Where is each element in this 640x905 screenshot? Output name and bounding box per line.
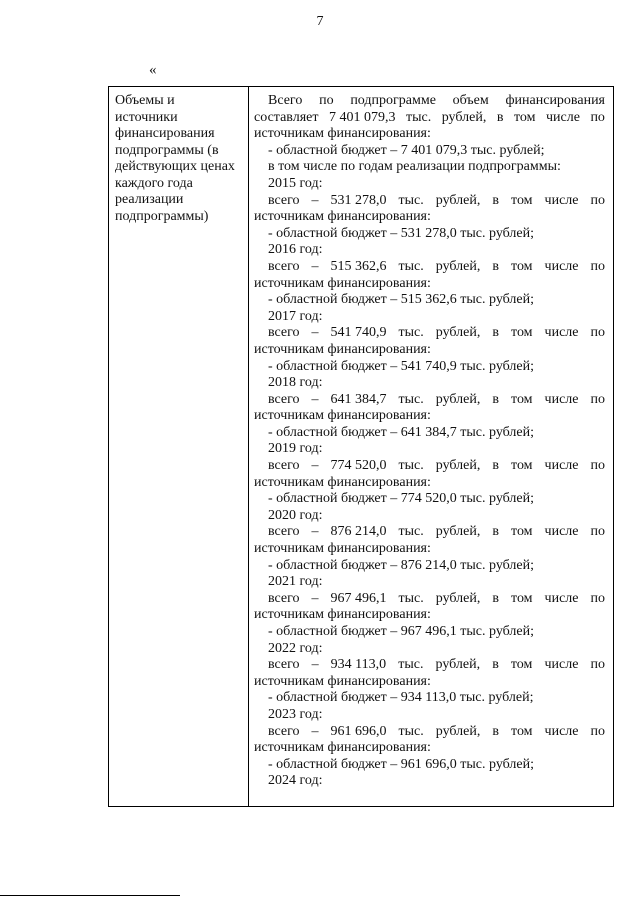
left-cell-line: финансирования [115, 126, 215, 141]
year-total-line [254, 193, 605, 210]
word: том [513, 109, 536, 125]
year-total-line [254, 524, 605, 541]
word: числе [544, 258, 579, 274]
word: том [510, 657, 533, 673]
word: всего [268, 458, 300, 474]
word: в [496, 109, 504, 125]
year-total-line [254, 657, 605, 674]
word: тыс. [398, 458, 424, 474]
word: в [492, 325, 500, 341]
word: числе [544, 391, 579, 407]
year-sources-label: источникам финансирования: [254, 275, 431, 291]
year-heading: 2022 год: [268, 640, 323, 656]
financing-table [108, 86, 614, 807]
word: в [492, 723, 500, 739]
year-regional-budget: - областной бюджет – 934 113,0 тыс. рублей; [268, 690, 534, 706]
year-regional-budget: - областной бюджет – 967 496,1 тыс. рублей; [268, 624, 534, 639]
right-cell [249, 87, 613, 806]
word: 961 696,0 [330, 723, 387, 739]
year-heading: 2019 год: [268, 441, 323, 457]
word: числе [544, 590, 579, 606]
word: том [511, 325, 533, 341]
word: рублей, [435, 325, 481, 341]
word: составляет [254, 109, 319, 125]
word: том [511, 391, 533, 407]
year-heading: 2018 год: [268, 375, 323, 391]
word: том [511, 590, 533, 606]
word: рублей, [435, 192, 481, 208]
word: – [311, 723, 319, 739]
word: всего [268, 258, 300, 274]
year-regional-budget: - областной бюджет – 515 362,6 тыс. рублей; [268, 292, 534, 308]
word: по [590, 590, 605, 606]
word: тыс. [398, 524, 424, 540]
year-heading: 2016 год: [268, 242, 323, 258]
total-line-1 [254, 93, 605, 110]
word: всего [268, 590, 300, 606]
word: рублей, [435, 391, 481, 407]
word: по [590, 391, 605, 407]
word: 515 362,6 [330, 258, 387, 274]
word: по [590, 192, 605, 208]
word: числе [544, 723, 579, 739]
left-cell-line: Объемы и [115, 93, 175, 108]
word: тыс. [398, 325, 424, 341]
year-total-line [254, 325, 605, 342]
year-sources-label: источникам финансирования: [254, 607, 431, 623]
left-cell-line: реализации [115, 192, 184, 207]
year-regional-budget: - областной бюджет – 876 214,0 тыс. рублей; [268, 557, 534, 573]
year-heading: 2020 год: [268, 507, 323, 523]
footnote-rule [0, 895, 180, 896]
year-block [254, 375, 605, 441]
left-cell-line: подпрограммы (в [115, 142, 219, 158]
word: 641 384,7 [330, 391, 387, 407]
word: в [492, 391, 500, 407]
word: тыс. [398, 258, 424, 274]
word: числе [544, 657, 579, 673]
word: всего [268, 192, 300, 208]
year-regional-budget: - областной бюджет – 774 520,0 тыс. рублей; [268, 491, 534, 507]
word: тыс. [398, 391, 424, 407]
year-total-line [254, 724, 605, 741]
word: – [311, 590, 319, 606]
word: 774 520,0 [330, 458, 387, 474]
year-sources-label: источникам финансирования: [254, 408, 431, 424]
word: в [492, 192, 500, 208]
word: 7 401 079,3 [328, 109, 396, 125]
word: по [590, 524, 605, 540]
year-block [254, 176, 605, 242]
year-regional-budget: - областной бюджет – 641 384,7 тыс. рублей; [268, 424, 534, 440]
word: по [590, 657, 605, 673]
year-sources-label: источникам финансирования: [254, 541, 431, 557]
year-sources-label: источникам финансирования: [254, 474, 431, 490]
left-cell-line: источники [115, 109, 178, 125]
year-regional-budget: - областной бюджет – 531 278,0 тыс. рублей; [268, 225, 534, 241]
word: по [590, 325, 605, 341]
word: 934 113,0 [330, 657, 387, 673]
word: тыс. [398, 657, 424, 673]
word: тыс. [405, 109, 432, 125]
word: по [590, 723, 605, 739]
left-cell [109, 87, 249, 806]
word: всего [268, 524, 300, 540]
years-list [254, 176, 605, 773]
year-block [254, 641, 605, 707]
page-number: 7 [316, 14, 324, 29]
total-line-2 [254, 110, 605, 127]
word: финансирования [505, 93, 605, 108]
word: по [590, 258, 605, 274]
word: том [511, 458, 533, 474]
word: подпрограмме [350, 93, 436, 108]
year-heading: 2023 год: [268, 706, 323, 722]
year-block [254, 441, 605, 507]
year-sources-label: источникам финансирования: [254, 673, 431, 689]
word: том [511, 258, 533, 274]
word: тыс. [398, 723, 424, 739]
word: 876 214,0 [330, 524, 387, 540]
word: в [492, 657, 499, 673]
word: числе [544, 458, 579, 474]
year-regional-budget: - областной бюджет – 541 740,9 тыс. рублей; [268, 358, 534, 374]
word: всего [268, 325, 300, 341]
word: том [511, 723, 533, 739]
word: – [311, 458, 319, 474]
year-block [254, 309, 605, 375]
left-cell-line: каждого года [115, 175, 193, 191]
word: всего [268, 391, 300, 407]
word: том [511, 192, 533, 208]
year-sources-label: источникам финансирования: [254, 341, 431, 357]
word: рублей, [435, 524, 481, 540]
word: рублей, [435, 657, 481, 673]
word: в [492, 458, 500, 474]
word: в [492, 524, 500, 540]
word: рублей, [435, 458, 481, 474]
word: всего [268, 657, 300, 673]
year-heading: 2024 год: [268, 773, 323, 789]
word: по [319, 93, 334, 108]
word: – [311, 325, 319, 341]
word: том [511, 524, 533, 540]
left-cell-line: действующих ценах [115, 159, 235, 174]
word: 531 278,0 [330, 192, 387, 208]
year-heading: 2017 год: [268, 308, 323, 324]
word: числе [545, 109, 580, 125]
word: в [492, 258, 500, 274]
word: 541 740,9 [330, 325, 387, 341]
word: рублей, [435, 590, 481, 606]
opening-quote-mark: « [149, 62, 157, 78]
word: числе [544, 524, 579, 540]
year-regional-budget: - областной бюджет – 961 696,0 тыс. рублей; [268, 756, 534, 772]
year-total-line [254, 458, 605, 475]
word: – [311, 391, 319, 407]
word: Всего [268, 93, 303, 108]
word: объем [452, 93, 489, 108]
year-sources-label: источникам финансирования: [254, 740, 431, 756]
word: числе [544, 192, 579, 208]
year-heading: 2021 год: [268, 574, 323, 590]
word: – [311, 657, 319, 673]
word: по [590, 109, 605, 125]
word: рублей, [435, 723, 481, 739]
word: всего [268, 723, 300, 739]
year-total-line [254, 392, 605, 409]
word: – [311, 192, 319, 208]
word: 967 496,1 [330, 590, 387, 606]
sources-label: источникам финансирования: [254, 126, 431, 142]
word: тыс. [398, 192, 424, 208]
word: рублей, [441, 109, 487, 125]
word: рублей, [435, 258, 481, 274]
word: – [311, 258, 319, 274]
by-years-label: в том числе по годам реализации подпрограммы: [268, 159, 561, 175]
year-block [254, 242, 605, 308]
word: в [492, 590, 500, 606]
word: числе [544, 325, 579, 341]
word: по [590, 458, 605, 474]
word: – [311, 524, 319, 540]
year-sources-label: источникам финансирования: [254, 209, 431, 225]
left-cell-line: подпрограммы) [115, 208, 209, 224]
year-block [254, 574, 605, 640]
year-block [254, 508, 605, 574]
year-total-line [254, 259, 605, 276]
word: тыс. [398, 590, 424, 606]
year-block [254, 707, 605, 773]
regional-budget-total: - областной бюджет – 7 401 079,3 тыс. рублей; [268, 142, 545, 158]
year-total-line [254, 591, 605, 608]
year-heading: 2015 год: [268, 175, 323, 191]
